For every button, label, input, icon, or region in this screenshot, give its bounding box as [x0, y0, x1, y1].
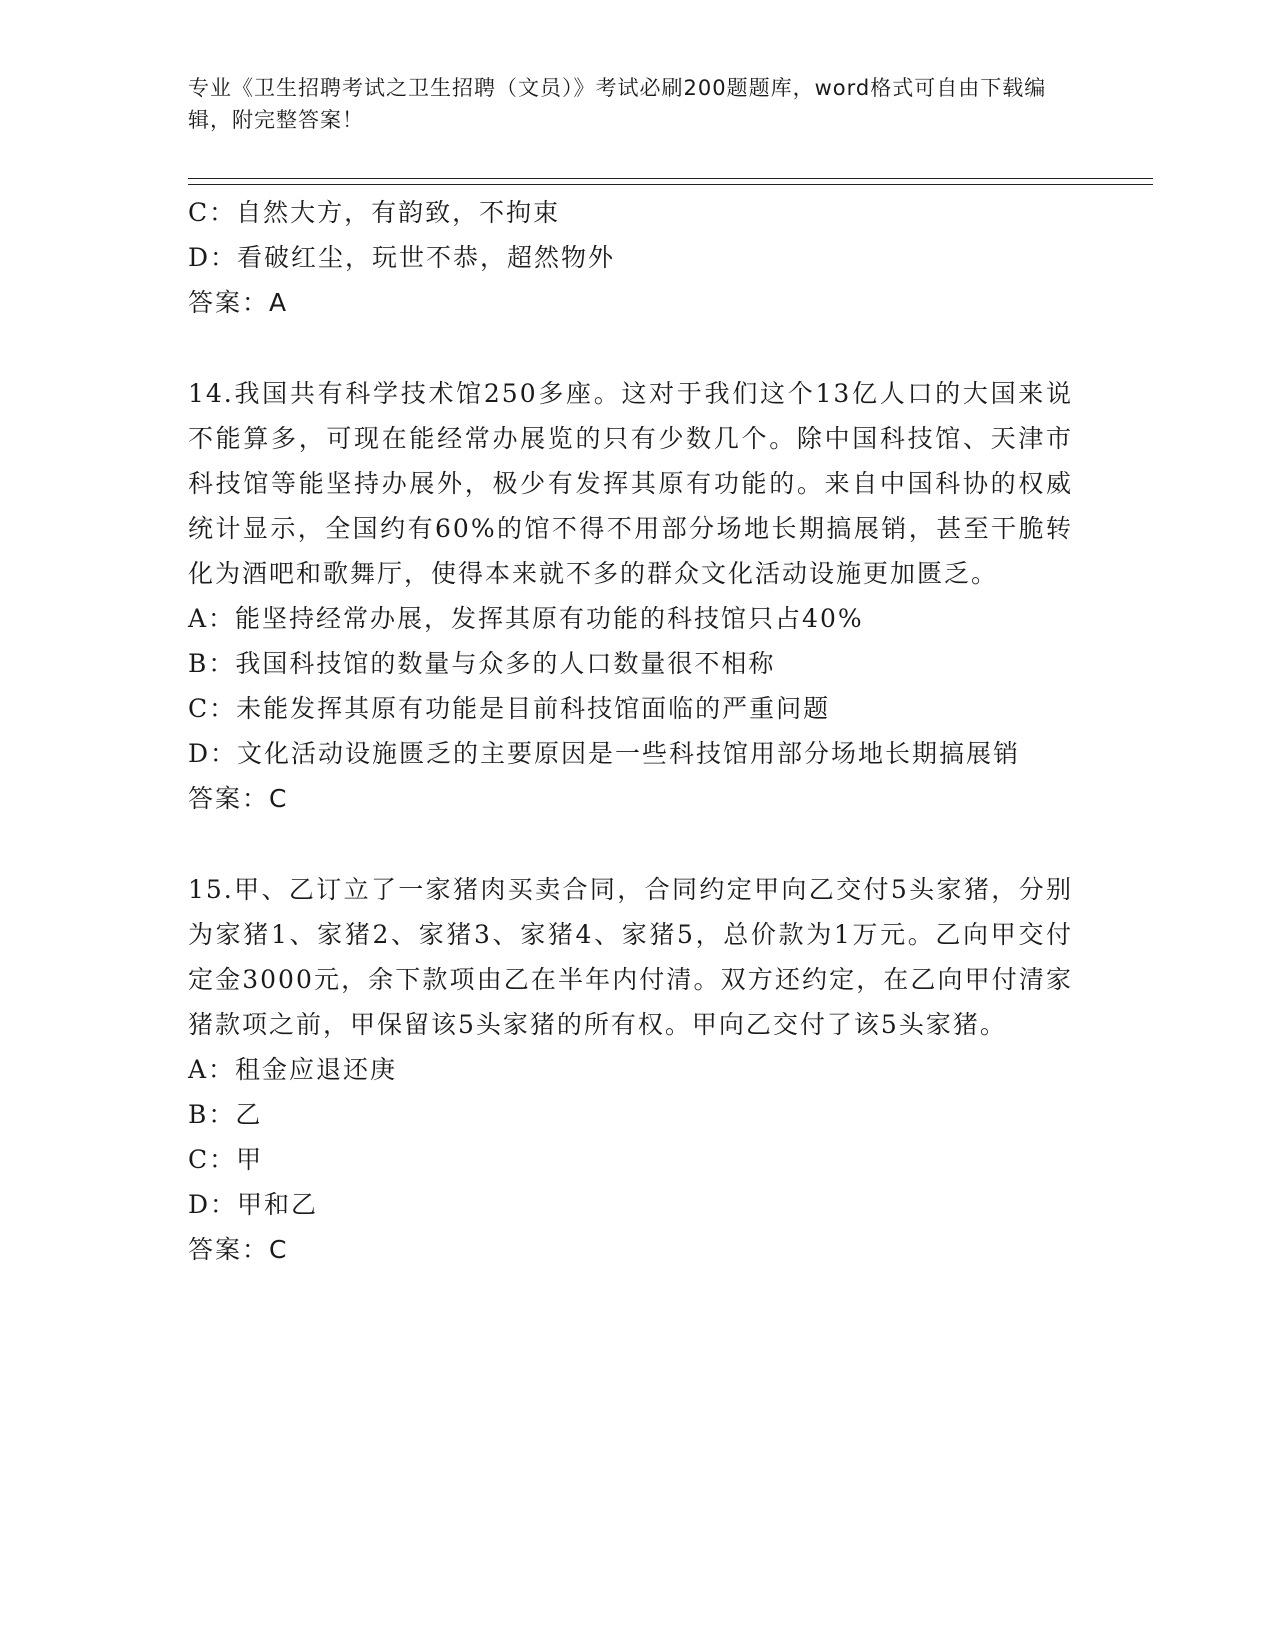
q13-answer: 答案：A: [188, 288, 289, 317]
q14-text: 14.我国共有科学技术馆250多座。这对于我们这个13亿人口的大国来说不能算多，可现在能经常办展览的只有少数几个。除中国科技馆、天津市科技馆等能坚持办展外，极少有发挥其原有功能的。来自中国科协的权威统计显示，全国约有60%的馆不得不用部分场地长期搞展销，甚至干脆转化为酒吧和歌舞厅，使得本来就不多的群众文化活动设施更加匮乏。: [188, 379, 1073, 588]
spacer: [188, 821, 1088, 867]
document-header: 专业《卫生招聘考试之卫生招聘（文员）》考试必刷200题题库，word格式可自由下载编辑，附完整答案！: [188, 76, 1047, 132]
q15-option-a: A：租金应退还庚: [188, 1055, 398, 1084]
q14-answer: 答案：C: [188, 784, 289, 813]
q13-option-c: C：自然大方，有韵致，不拘束: [188, 198, 561, 227]
q15-answer: 答案：C: [188, 1235, 289, 1264]
spacer: [188, 325, 1088, 371]
document-body: [188, 190, 1088, 1272]
q14-option-a: A：能坚持经常办展，发挥其原有功能的科技馆只占40%: [188, 604, 864, 633]
q15-option-c: C：甲: [188, 1145, 264, 1174]
header-rule-bottom: [188, 184, 1153, 185]
q15-option-d: D：甲和乙: [188, 1190, 319, 1219]
q13-option-d: D：看破红尘，玩世不恭，超然物外: [188, 243, 616, 272]
q14-option-b: B：我国科技馆的数量与众多的人口数量很不相称: [188, 649, 776, 678]
header-rule-top: [188, 178, 1153, 179]
q15-text: 15.甲、乙订立了一家猪肉买卖合同，合同约定甲向乙交付5头家猪，分别为家猪1、家猪2、家猪3、家猪4、家猪5，总价款为1万元。乙向甲交付定金3000元，余下款项由乙在半年内付清。双方还约定，在乙向甲付清家猪款项之前，甲保留该5头家猪的所有权。甲向乙交付了该5头家猪。: [188, 875, 1073, 1039]
q14-option-d: D：文化活动设施匮乏的主要原因是一些科技馆用部分场地长期搞展销: [188, 739, 1021, 768]
q14-option-c: C：未能发挥其原有功能是目前科技馆面临的严重问题: [188, 694, 831, 723]
q15-option-b: B：乙: [188, 1100, 263, 1129]
